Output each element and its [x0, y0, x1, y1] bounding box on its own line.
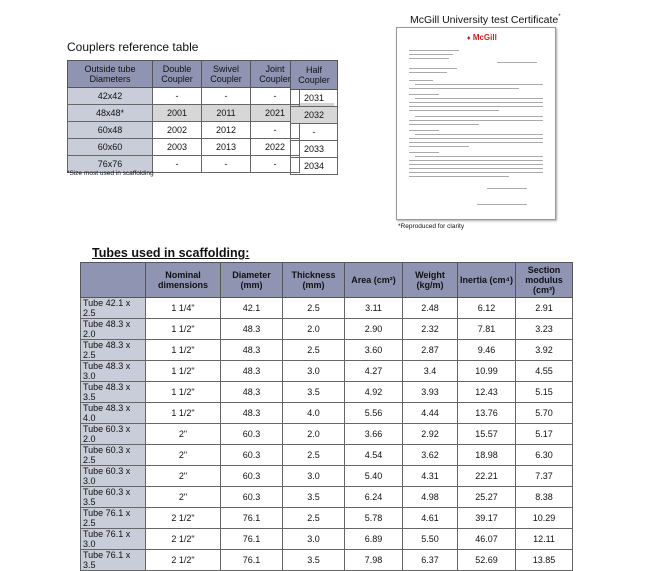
area-cell: 3.11 [345, 298, 403, 319]
half-cell: 2031 [291, 90, 338, 107]
inertia-cell: 10.99 [458, 361, 516, 382]
thickness-cell: 3.0 [283, 361, 345, 382]
couplers-footnote: *Size most used in scaffolding [67, 170, 154, 177]
thickness-cell: 2.0 [283, 424, 345, 445]
area-cell: 5.40 [345, 466, 403, 487]
header-swivel: Swivel Coupler [202, 61, 251, 88]
table-row [81, 529, 573, 550]
joint-cell: - [251, 156, 300, 173]
double-cell: - [153, 88, 202, 105]
header-tube [81, 263, 146, 298]
weight-cell: 4.61 [403, 508, 458, 529]
diameter-cell: 48x48* [68, 105, 153, 122]
half-cell: 2033 [291, 141, 338, 158]
table-row [81, 466, 573, 487]
header-half: Half Coupler [291, 61, 338, 90]
area-cell: 4.92 [345, 382, 403, 403]
modulus-cell: 10.29 [516, 508, 573, 529]
diameter-cell: 48.3 [221, 319, 283, 340]
nominal-cell: 1 1/2" [146, 382, 221, 403]
inertia-cell: 12.43 [458, 382, 516, 403]
weight-cell: 3.4 [403, 361, 458, 382]
certificate-title [410, 14, 561, 26]
joint-cell: 2022 [251, 139, 300, 156]
name-cell: Tube 60.3 x 2.0 [81, 424, 146, 445]
modulus-cell: 5.70 [516, 403, 573, 424]
weight-cell: 3.62 [403, 445, 458, 466]
weight-cell: 2.48 [403, 298, 458, 319]
nominal-cell: 2 1/2" [146, 508, 221, 529]
diameter-cell: 76.1 [221, 550, 283, 571]
table-row [68, 88, 300, 105]
thickness-cell: 2.5 [283, 298, 345, 319]
weight-cell: 2.92 [403, 424, 458, 445]
area-cell: 6.24 [345, 487, 403, 508]
area-cell: 6.89 [345, 529, 403, 550]
diameter-cell: 48.3 [221, 403, 283, 424]
nominal-cell: 1 1/4" [146, 298, 221, 319]
certificate-title-text: McGill University test Certificate [410, 14, 559, 26]
name-cell: Tube 76.1 x 3.5 [81, 550, 146, 571]
nominal-cell: 2 1/2" [146, 550, 221, 571]
name-cell: Tube 76.1 x 3.0 [81, 529, 146, 550]
inertia-cell: 6.12 [458, 298, 516, 319]
thickness-cell: 3.0 [283, 466, 345, 487]
area-cell: 3.60 [345, 340, 403, 361]
diameter-cell: 48.3 [221, 340, 283, 361]
swivel-cell: 2011 [202, 105, 251, 122]
name-cell: Tube 60.3 x 3.5 [81, 487, 146, 508]
table-row [68, 105, 300, 122]
diameter-cell: 60.3 [221, 487, 283, 508]
diameter-cell: 42x42 [68, 88, 153, 105]
joint-cell: 2021 [251, 105, 300, 122]
double-cell: 2003 [153, 139, 202, 156]
name-cell: Tube 48.3 x 3.0 [81, 361, 146, 382]
thickness-cell: 2.0 [283, 319, 345, 340]
weight-cell: 4.98 [403, 487, 458, 508]
area-cell: 4.54 [345, 445, 403, 466]
nominal-cell: 2 1/2" [146, 529, 221, 550]
thickness-cell: 2.5 [283, 445, 345, 466]
area-cell: 2.90 [345, 319, 403, 340]
header-double: Double Coupler [153, 61, 202, 88]
header-area: Area (cm²) [345, 263, 403, 298]
diameter-cell: 76.1 [221, 508, 283, 529]
name-cell: Tube 48.3 x 4.0 [81, 403, 146, 424]
table-row [81, 319, 573, 340]
joint-cell: - [251, 88, 300, 105]
inertia-cell: 52.69 [458, 550, 516, 571]
header-nominal: Nominal dimensions [146, 263, 221, 298]
area-cell: 5.78 [345, 508, 403, 529]
certificate-footnote: *Reproduced for clarity [398, 223, 465, 230]
name-cell: Tube 60.3 x 2.5 [81, 445, 146, 466]
table-row [81, 550, 573, 571]
area-cell: 4.27 [345, 361, 403, 382]
name-cell: Tube 48.3 x 3.5 [81, 382, 146, 403]
modulus-cell: 8.38 [516, 487, 573, 508]
weight-cell: 2.32 [403, 319, 458, 340]
table-row [68, 122, 300, 139]
diameter-cell: 60x60 [68, 139, 153, 156]
weight-cell: 6.37 [403, 550, 458, 571]
name-cell: Tube 48.3 x 2.5 [81, 340, 146, 361]
modulus-cell: 6.30 [516, 445, 573, 466]
weight-cell: 5.50 [403, 529, 458, 550]
thickness-cell: 3.5 [283, 550, 345, 571]
nominal-cell: 1 1/2" [146, 340, 221, 361]
double-cell: 2001 [153, 105, 202, 122]
swivel-cell: 2012 [202, 122, 251, 139]
table-row [81, 508, 573, 529]
table-row [81, 403, 573, 424]
couplers-title: Couplers reference table [67, 40, 199, 54]
table-row [81, 298, 573, 319]
modulus-cell: 4.55 [516, 361, 573, 382]
weight-cell: 3.93 [403, 382, 458, 403]
joint-cell: - [251, 122, 300, 139]
area-cell: 7.98 [345, 550, 403, 571]
nominal-cell: 2" [146, 424, 221, 445]
diameter-cell: 60x48 [68, 122, 153, 139]
certificate-document [396, 27, 556, 220]
modulus-cell: 12.11 [516, 529, 573, 550]
name-cell: Tube 42.1 x 2.5 [81, 298, 146, 319]
table-row [81, 445, 573, 466]
nominal-cell: 2" [146, 445, 221, 466]
table-row [81, 340, 573, 361]
swivel-cell: - [202, 88, 251, 105]
header-diameters: Outside tube Diameters [68, 61, 153, 88]
half-cell: 2032 [291, 107, 338, 124]
thickness-cell: 3.5 [283, 487, 345, 508]
inertia-cell: 18.98 [458, 445, 516, 466]
table-row [81, 361, 573, 382]
thickness-cell: 4.0 [283, 403, 345, 424]
diameter-cell: 48.3 [221, 361, 283, 382]
weight-cell: 2.87 [403, 340, 458, 361]
swivel-cell: 2013 [202, 139, 251, 156]
modulus-cell: 13.85 [516, 550, 573, 571]
swivel-cell: - [202, 156, 251, 173]
area-cell: 5.56 [345, 403, 403, 424]
header-modulus: Section modulus (cm³) [516, 263, 573, 298]
nominal-cell: 1 1/2" [146, 319, 221, 340]
tubes-title: Tubes used in scaffolding: [92, 246, 250, 260]
weight-cell: 4.44 [403, 403, 458, 424]
nominal-cell: 2" [146, 466, 221, 487]
mcgill-logo: ♦ McGill [467, 33, 497, 42]
double-cell: 2002 [153, 122, 202, 139]
inertia-cell: 9.46 [458, 340, 516, 361]
diameter-cell: 42.1 [221, 298, 283, 319]
table-row [81, 382, 573, 403]
inertia-cell: 46.07 [458, 529, 516, 550]
name-cell: Tube 60.3 x 3.0 [81, 466, 146, 487]
thickness-cell: 2.5 [283, 508, 345, 529]
modulus-cell: 5.17 [516, 424, 573, 445]
half-cell: - [291, 124, 338, 141]
inertia-cell: 13.76 [458, 403, 516, 424]
inertia-cell: 22.21 [458, 466, 516, 487]
half-cell: 2034 [291, 158, 338, 175]
couplers-table [67, 60, 300, 173]
modulus-cell: 7.37 [516, 466, 573, 487]
diameter-cell: 76.1 [221, 529, 283, 550]
diameter-cell: 60.3 [221, 466, 283, 487]
modulus-cell: 5.15 [516, 382, 573, 403]
double-cell: - [153, 156, 202, 173]
inertia-cell: 39.17 [458, 508, 516, 529]
inertia-cell: 7.81 [458, 319, 516, 340]
tubes-table [80, 262, 573, 571]
thickness-cell: 3.5 [283, 382, 345, 403]
half-coupler-table [290, 60, 338, 175]
modulus-cell: 3.92 [516, 340, 573, 361]
header-weight: Weight (kg/m) [403, 263, 458, 298]
name-cell: Tube 48.3 x 2.0 [81, 319, 146, 340]
diameter-cell: 76x76 [68, 156, 153, 173]
header-joint: Joint Coupler [251, 61, 300, 88]
name-cell: Tube 76.1 x 2.5 [81, 508, 146, 529]
diameter-cell: 60.3 [221, 445, 283, 466]
modulus-cell: 2.91 [516, 298, 573, 319]
table-row [81, 487, 573, 508]
weight-cell: 4.31 [403, 466, 458, 487]
inertia-cell: 15.57 [458, 424, 516, 445]
diameter-cell: 60.3 [221, 424, 283, 445]
header-thickness: Thickness (mm) [283, 263, 345, 298]
header-inertia: Inertia (cm⁴) [458, 263, 516, 298]
nominal-cell: 1 1/2" [146, 403, 221, 424]
header-diameter: Diameter (mm) [221, 263, 283, 298]
thickness-cell: 3.0 [283, 529, 345, 550]
modulus-cell: 3.23 [516, 319, 573, 340]
mcgill-logo-text: McGill [472, 33, 497, 42]
certificate-title-mark: * [558, 14, 561, 20]
inertia-cell: 25.27 [458, 487, 516, 508]
area-cell: 3.66 [345, 424, 403, 445]
nominal-cell: 1 1/2" [146, 361, 221, 382]
nominal-cell: 2" [146, 487, 221, 508]
thickness-cell: 2.5 [283, 340, 345, 361]
diameter-cell: 48.3 [221, 382, 283, 403]
table-row [81, 424, 573, 445]
table-row [68, 139, 300, 156]
